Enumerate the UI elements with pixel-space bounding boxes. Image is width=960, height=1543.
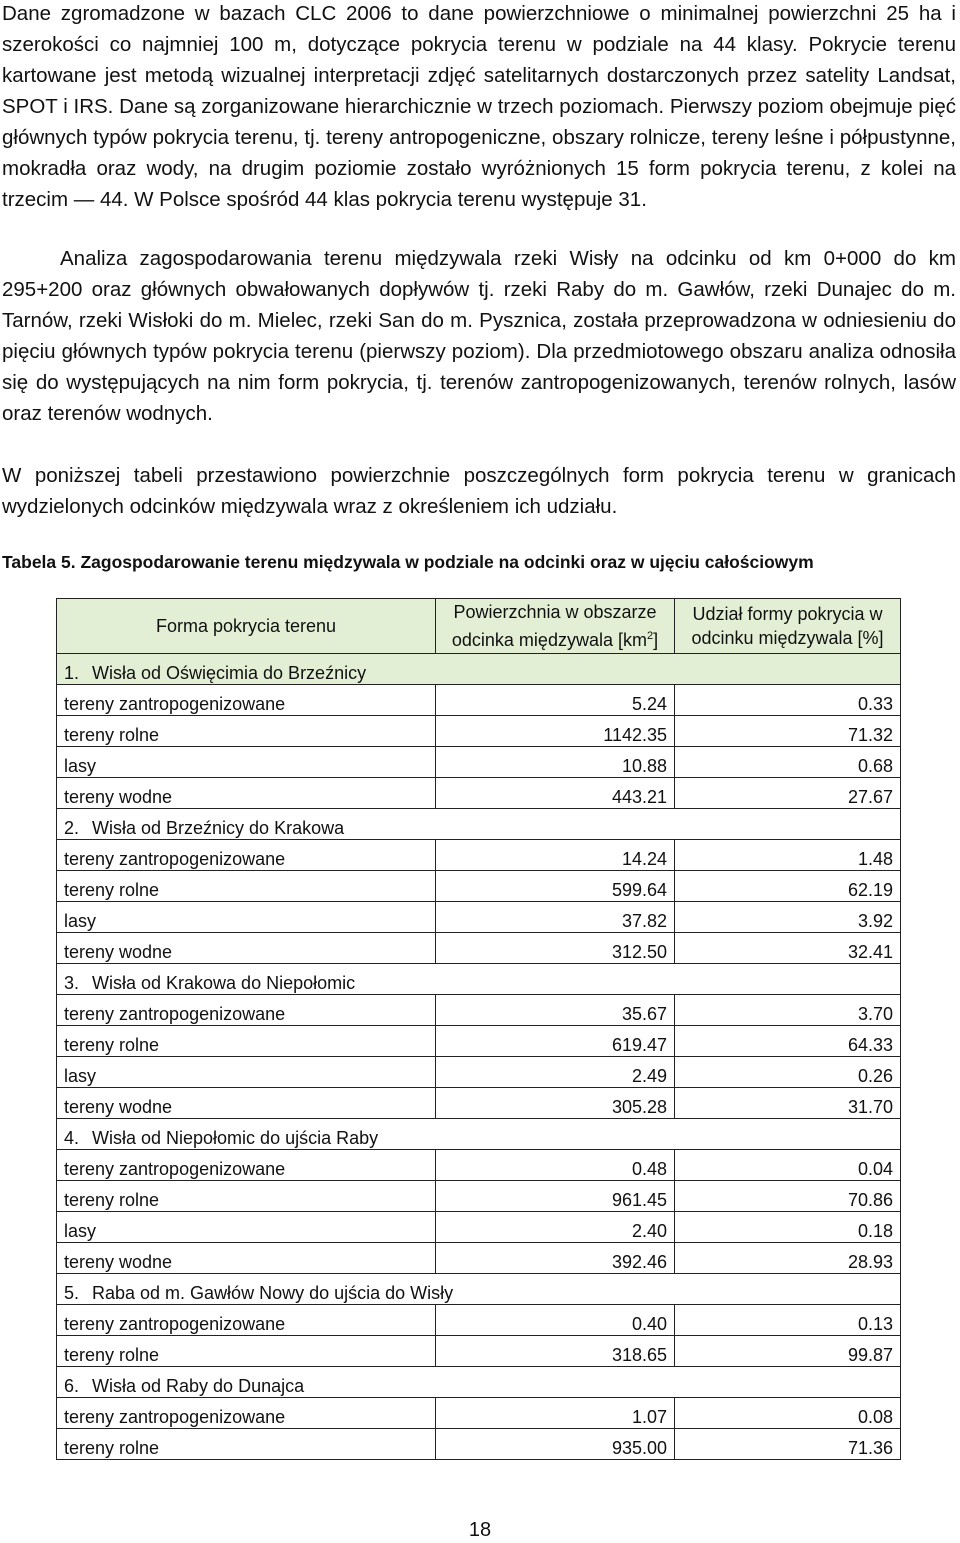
section-title: Raba od m. Gawłów Nowy do ujścia do Wisły [92, 1283, 454, 1303]
section-title: Wisła od Raby do Dunajca [92, 1376, 305, 1396]
cell-area: 619.47 [436, 1026, 675, 1057]
table-row [57, 933, 901, 964]
cell-share: 31.70 [675, 1088, 901, 1119]
cell-area: 35.67 [436, 995, 675, 1026]
section-title: Wisła od Oświęcimia do Brzeźnicy [92, 663, 367, 683]
cell-form: tereny rolne [57, 871, 436, 902]
cell-area: 14.24 [436, 840, 675, 871]
section-title-cell [57, 1367, 901, 1398]
table-row [57, 747, 901, 778]
cell-share: 0.26 [675, 1057, 901, 1088]
section-row [57, 964, 901, 995]
cell-form: tereny wodne [57, 1243, 436, 1274]
cell-share: 0.13 [675, 1305, 901, 1336]
section-row [57, 809, 901, 840]
land-cover-table [56, 598, 901, 1460]
table-row [57, 1181, 901, 1212]
cell-area: 37.82 [436, 902, 675, 933]
section-number: 1. [64, 663, 80, 683]
cell-area: 0.48 [436, 1150, 675, 1181]
section-number: 5. [64, 1283, 80, 1303]
cell-share: 0.08 [675, 1398, 901, 1429]
cell-share: 27.67 [675, 778, 901, 809]
cell-area: 443.21 [436, 778, 675, 809]
section-number: 6. [64, 1376, 80, 1396]
cell-share: 28.93 [675, 1243, 901, 1274]
cell-form: tereny wodne [57, 933, 436, 964]
paragraph-analysis-scope: Analiza zagospodarowania terenu międzywala rzeki Wisły na odcinku od km 0+000 do km 295+200 oraz głównych obwałowanych dopływów tj. rzeki Raby do m. Gawłów, rzeki Dunajec do m. Tarnów, rzeki Wisłoki do m. Mielec, rzeki San do m. Pysznica, została przeprowadzona w odniesieniu do pięciu głównych typów pokrycia terenu (pierwszy poziom). Dla przedmiotowego obszaru analiza odnosiła się do występujących na nim form pokrycia, tj. terenów zantropogenizowanych, terenów rolnych, lasów oraz terenów wodnych. [2, 247, 956, 425]
cell-form: tereny rolne [57, 1429, 436, 1460]
cell-area: 1142.35 [436, 716, 675, 747]
cell-area: 5.24 [436, 685, 675, 716]
table-body [57, 654, 901, 1460]
cell-form: tereny rolne [57, 1181, 436, 1212]
section-title-cell [57, 654, 901, 685]
cell-form: tereny wodne [57, 778, 436, 809]
header-form: Forma pokrycia terenu [57, 599, 436, 654]
table-row [57, 1212, 901, 1243]
cell-share: 0.68 [675, 747, 901, 778]
table-caption: Tabela 5. Zagospodarowanie terenu międzywala w podziale na odcinki oraz w ujęciu całościowym [2, 552, 814, 572]
cell-area: 312.50 [436, 933, 675, 964]
cell-form: tereny wodne [57, 1088, 436, 1119]
table-row [57, 995, 901, 1026]
page-number: 18 [468, 1519, 492, 1541]
cell-share: 1.48 [675, 840, 901, 871]
header-area-line1: Powierzchnia w obszarze [453, 602, 657, 622]
cell-share: 71.32 [675, 716, 901, 747]
cell-area: 1.07 [436, 1398, 675, 1429]
table-row [57, 1088, 901, 1119]
cell-form: lasy [57, 1212, 436, 1243]
cell-share: 70.86 [675, 1181, 901, 1212]
section-row [57, 654, 901, 685]
cell-form: tereny zantropogenizowane [57, 1305, 436, 1336]
cell-share: 71.36 [675, 1429, 901, 1460]
cell-share: 3.70 [675, 995, 901, 1026]
section-number: 3. [64, 973, 80, 993]
header-area-line2: odcinka międzywala [km [451, 630, 647, 650]
cell-form: tereny zantropogenizowane [57, 685, 436, 716]
paragraph-clc-description: Dane zgromadzone w bazach CLC 2006 to dane powierzchniowe o minimalnej powierzchni 25 ha i szerokości co najmniej 100 m, dotyczące pokrycia terenu w podziale na 44 klasy. Pokrycie terenu kartowane jest metodą wizualnej interpretacji zdjęć satelitarnych dostarczonych przez satelity Landsat, SPOT i IRS. Dane są zorganizowane hierarchicznie w trzech poziomach. Pierwszy poziom obejmuje pięć głównych typów pokrycia terenu, tj. tereny antropogeniczne, obszary rolnicze, tereny leśne i półpustynne, mokradła oraz wody, na drugim poziomie zostało wyróżnionych 15 form pokrycia terenu, z kolei na trzecim — 44. W Polsce spośród 44 klas pokrycia terenu występuje 31. [2, 2, 956, 211]
table-row [57, 1057, 901, 1088]
cell-share: 0.33 [675, 685, 901, 716]
cell-form: tereny zantropogenizowane [57, 840, 436, 871]
cell-form: lasy [57, 902, 436, 933]
section-number: 2. [64, 818, 80, 838]
cell-share: 99.87 [675, 1336, 901, 1367]
cell-form: tereny rolne [57, 1026, 436, 1057]
section-title: Wisła od Niepołomic do ujścia Raby [92, 1128, 379, 1148]
table-row [57, 778, 901, 809]
section-title: Wisła od Brzeźnicy do Krakowa [92, 818, 345, 838]
table-row [57, 1026, 901, 1057]
section-title-cell [57, 1274, 901, 1305]
cell-area: 599.64 [436, 871, 675, 902]
section-row [57, 1119, 901, 1150]
header-area [436, 599, 675, 654]
cell-form: lasy [57, 1057, 436, 1088]
cell-area: 2.49 [436, 1057, 675, 1088]
cell-form: tereny zantropogenizowane [57, 1398, 436, 1429]
cell-area: 10.88 [436, 747, 675, 778]
section-title: Wisła od Krakowa do Niepołomic [92, 973, 356, 993]
cell-form: tereny zantropogenizowane [57, 995, 436, 1026]
cell-area: 305.28 [436, 1088, 675, 1119]
cell-share: 0.18 [675, 1212, 901, 1243]
cell-share: 3.92 [675, 902, 901, 933]
cell-area: 2.40 [436, 1212, 675, 1243]
section-title-cell [57, 809, 901, 840]
cell-area: 318.65 [436, 1336, 675, 1367]
cell-area: 0.40 [436, 1305, 675, 1336]
table-row [57, 1398, 901, 1429]
cell-area: 935.00 [436, 1429, 675, 1460]
header-area-end: ] [653, 630, 659, 650]
cell-form: lasy [57, 747, 436, 778]
cell-form: tereny rolne [57, 716, 436, 747]
cell-share: 62.19 [675, 871, 901, 902]
table-row [57, 871, 901, 902]
paragraph-table-intro: W poniższej tabeli przestawiono powierzchnie poszczególnych form pokrycia terenu w granicach wydzielonych odcinków międzywala wraz z określeniem ich udziału. [2, 464, 956, 518]
cell-area: 392.46 [436, 1243, 675, 1274]
table-row [57, 1336, 901, 1367]
cell-form: tereny zantropogenizowane [57, 1150, 436, 1181]
table-row [57, 1150, 901, 1181]
header-share: Udział formy pokrycia w odcinku międzywala [%] [675, 599, 901, 654]
header-area-sup: 2 [646, 630, 654, 642]
table-row [57, 1305, 901, 1336]
section-number: 4. [64, 1128, 80, 1148]
section-title-cell [57, 1119, 901, 1150]
table-row [57, 685, 901, 716]
cell-share: 0.04 [675, 1150, 901, 1181]
table-row [57, 716, 901, 747]
section-title-cell [57, 964, 901, 995]
table-header-row [57, 599, 901, 654]
table-row [57, 1429, 901, 1460]
cell-share: 32.41 [675, 933, 901, 964]
section-row [57, 1367, 901, 1398]
table-row [57, 1243, 901, 1274]
table-row [57, 902, 901, 933]
table-row [57, 840, 901, 871]
cell-form: tereny rolne [57, 1336, 436, 1367]
cell-share: 64.33 [675, 1026, 901, 1057]
cell-area: 961.45 [436, 1181, 675, 1212]
section-row [57, 1274, 901, 1305]
